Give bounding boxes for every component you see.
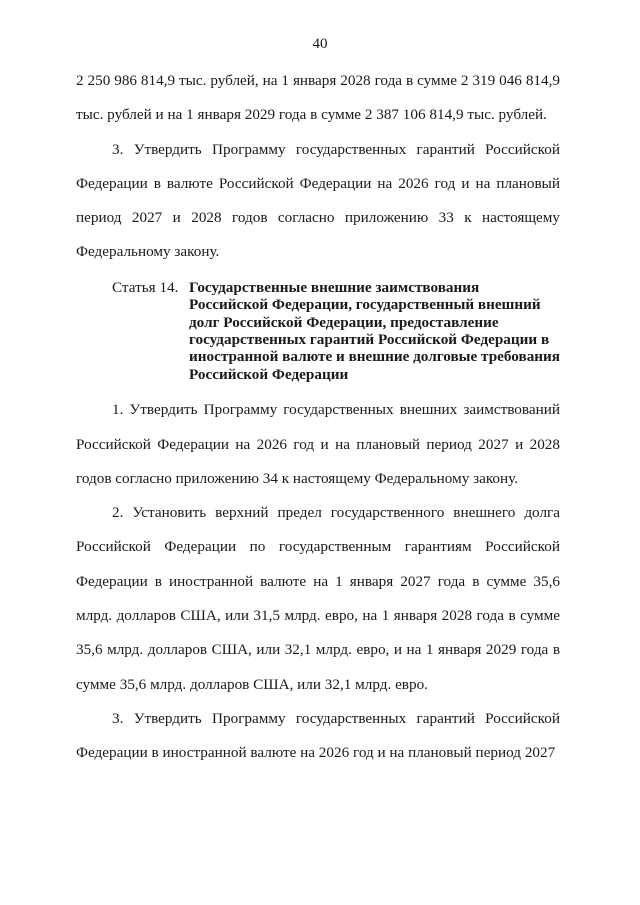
article-heading bbox=[76, 279, 560, 383]
paragraph-item-3-guarantees-rub: 3. Утвердить Программу государственных гарантий Российской Федерации в валюте Российской Федерации на 2026 год и на плановый период 2027 и 2028 годов согласно приложению 33 к настоящему Федеральному закону. bbox=[76, 140, 560, 261]
article-title: Государственные внешние заимствования Российской Федерации, государственный внешний долг Российской Федерации, предоставление государственных гарантий Российской Федерации в иностранной валюте и внешние долговые требования Российской Федерации bbox=[189, 278, 561, 383]
document-body bbox=[76, 64, 560, 770]
page-number: 40 bbox=[312, 36, 328, 52]
paragraph-item-1-borrowings: 1. Утвердить Программу государственных внешних заимствований Российской Федерации на 2026 год и на плановый период 2027 и 2028 годов согласно приложению 34 к настоящему Федеральному закону. bbox=[76, 401, 560, 487]
paragraph-item-2-debt-limit: 2. Установить верхний предел государственного внешнего долга Российской Федерации по государственным гарантиям Российской Федерации в иностранной валюте на 1 января 2027 года в сумме 35,6 млрд. долларов США, или 31,5 млрд. евро, на 1 января 2028 года в сумме 35,6 млрд. долларов США, или 32,1 млрд. евро, и на 1 января 2029 года в сумме 35,6 млрд. долларов США, или 32,1 млрд. евро. bbox=[76, 504, 560, 693]
paragraph-item-3-guarantees-fx: 3. Утвердить Программу государственных гарантий Российской Федерации в иностранной валюте на 2026 год и на плановый период 2027 bbox=[76, 709, 560, 762]
article-label: Статья 14. bbox=[112, 278, 179, 296]
paragraph-continuation: 2 250 986 814,9 тыс. рублей, на 1 января 2028 года в сумме 2 319 046 814,9 тыс. рублей и на 1 января 2029 года в сумме 2 387 106 814,9 тыс. рублей. bbox=[76, 72, 560, 124]
